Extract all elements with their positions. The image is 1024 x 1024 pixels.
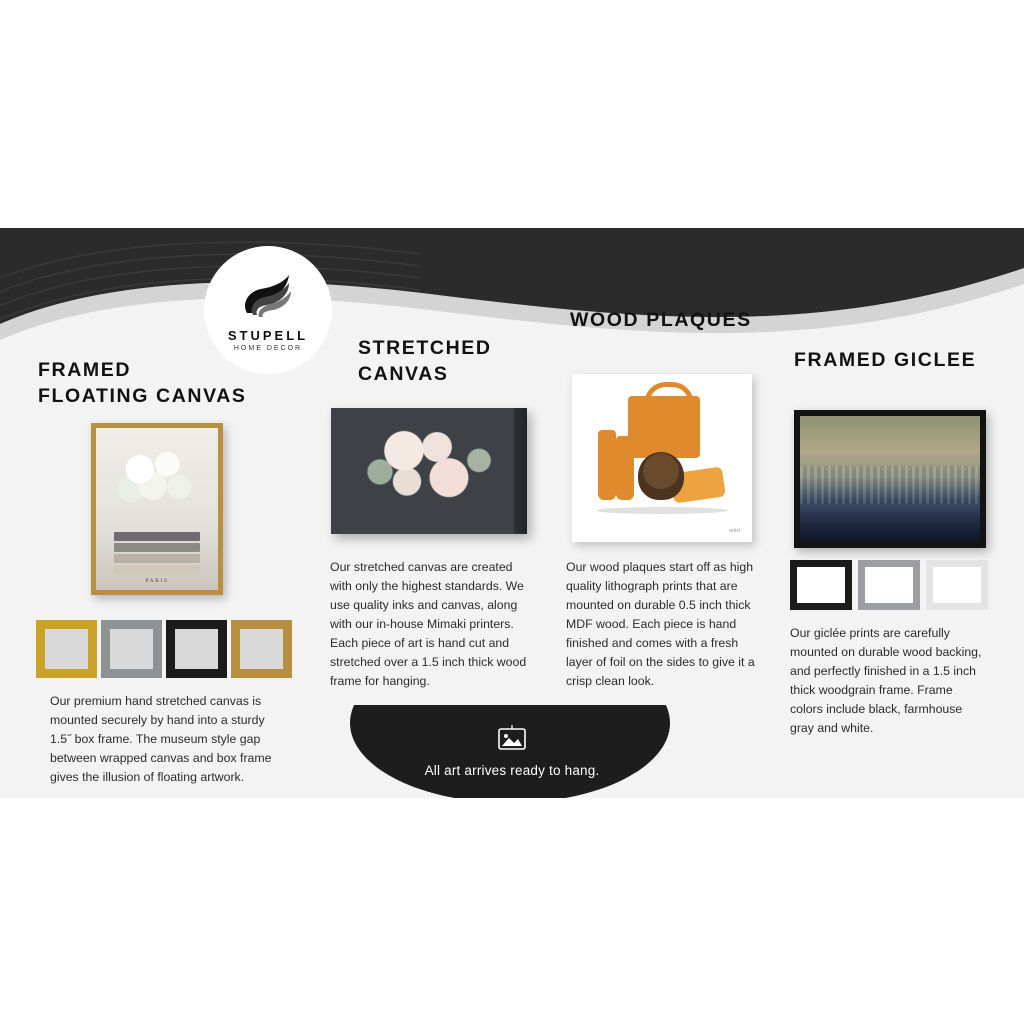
column-title — [794, 348, 1024, 374]
infographic-band — [0, 228, 1024, 798]
canvas-side-edge — [514, 408, 527, 534]
swatch-gold[interactable] — [36, 620, 97, 678]
column-title-line2: FLOATING CANVAS — [38, 384, 247, 407]
column-title-line2: CANVAS — [358, 362, 449, 385]
stacked-books-illustration — [114, 530, 200, 572]
column-title-line1: FRAMED — [38, 359, 132, 381]
stretched-canvas-artwork — [331, 408, 527, 534]
wood-plaque-artwork — [572, 374, 752, 542]
swatch-natural-wood[interactable] — [231, 620, 292, 678]
handbag-illustration — [628, 396, 700, 458]
brand-tagline: HOME DECOR — [233, 344, 303, 352]
framed-picture-icon — [0, 724, 1024, 759]
brand-name: STUPELL — [227, 327, 309, 343]
framed-giclee-artwork — [794, 410, 986, 548]
brand-logo — [204, 246, 332, 374]
frame-option-farmhouse-gray[interactable] — [858, 560, 920, 610]
artwork-shadow — [596, 507, 728, 514]
column-title-line1: FRAMED GICLEE — [794, 349, 977, 371]
column-body-text: Our giclée prints are carefully mounted on durable wood backing, and perfectly finished in a 1.5 inch thick woodgrain frame. Frame colors include black, farmhouse gray and white. — [790, 626, 982, 736]
artwork-caption: PARIS — [145, 578, 169, 584]
hydrangea-bouquet-illustration — [114, 444, 200, 516]
column-title-line1: STRETCHED — [358, 337, 492, 359]
floral-illustration — [353, 422, 503, 518]
ready-to-hang-text: All art arrives ready to hang. — [424, 763, 600, 778]
column-body-text: Our wood plaques start off as high quality lithograph prints that are mounted on durable 0.5 inch thick MDF wood. Each piece is hand finished and comes with a fresh layer of foil on the sides to give it a crisp clean look. — [566, 560, 755, 689]
abstract-landscape-illustration — [800, 416, 980, 542]
dog-illustration — [638, 452, 684, 500]
column-body-text: Our premium hand stretched canvas is mounted securely by hand into a sturdy 1.5˝ box frame. The museum style gap between wrapped canvas and box frame gives the illusion of floating artwork. — [50, 694, 272, 785]
giclee-frame-options — [790, 560, 990, 612]
frame-option-white[interactable] — [926, 560, 988, 610]
stupell-swan-logo-icon — [239, 273, 297, 324]
column-title — [38, 358, 283, 409]
column-title — [358, 336, 578, 387]
boot-illustration-left — [598, 430, 616, 500]
column-body-text: Our stretched canvas are created with only the highest standards. We use quality inks and canvas, along with our in-house Mimaki printers. Each piece of art is hand cut and stretched over a 1.5 inch thick wood frame for hanging. — [330, 560, 527, 689]
artwork-signature: artist — [729, 528, 740, 534]
boot-illustration-right — [616, 436, 634, 500]
column-title-line1: WOOD PLAQUES — [570, 309, 752, 331]
swatch-gray[interactable] — [101, 620, 162, 678]
framed-floating-canvas-artwork — [91, 423, 223, 595]
swatch-black[interactable] — [166, 620, 227, 678]
frame-option-black[interactable] — [790, 560, 852, 610]
column-title — [570, 308, 800, 334]
frame-color-swatches — [36, 620, 292, 680]
